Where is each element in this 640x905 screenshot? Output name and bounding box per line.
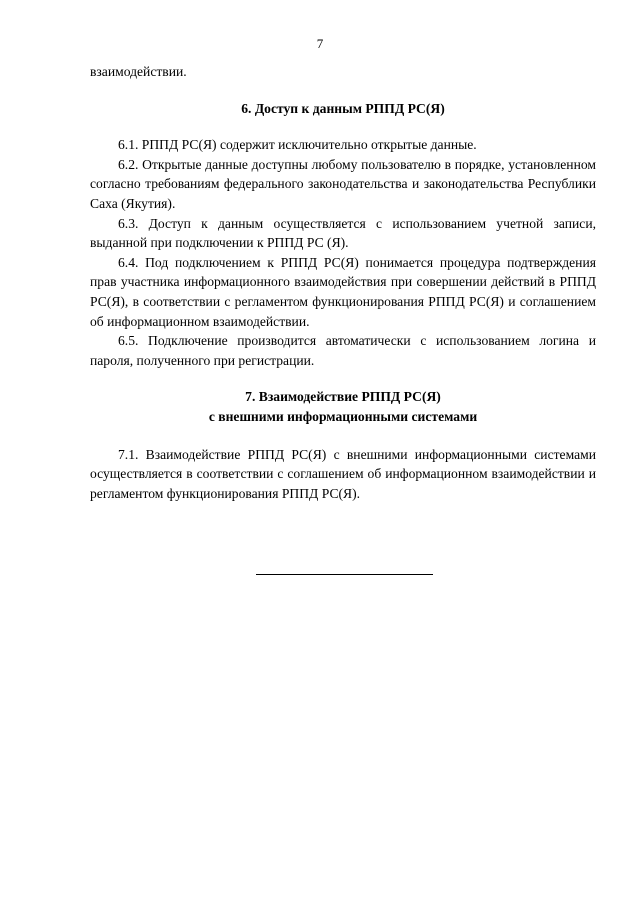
document-body [90, 62, 596, 503]
paragraph-6-2: 6.2. Открытые данные доступны любому пользователю в порядке, установленном согласно требованиям федерального законодательства и законодательства Республики Саха (Якутия). [90, 156, 596, 211]
closing-divider-line [256, 574, 433, 575]
continuation-line: взаимодействии. [90, 64, 187, 79]
paragraph-6-3: 6.3. Доступ к данным осуществляется с использованием учетной записи, выданной при подключении к РППД РС (Я). [90, 215, 596, 251]
section-7-body [90, 445, 596, 504]
section-7-heading-line-2: с внешними информационными системами [208, 408, 478, 424]
section-6-heading: 6. Доступ к данным РППД РС(Я) [241, 100, 445, 116]
page-number: 7 [316, 36, 324, 51]
section-7-heading-line-1: 7. Взаимодействие РППД РС(Я) [245, 389, 441, 405]
paragraph-6-5: 6.5. Подключение производится автоматически с использованием логина и пароля, полученного при регистрации. [90, 333, 596, 368]
section-6-body [90, 135, 596, 370]
paragraph-6-1: 6.1. РППД РС(Я) содержит исключительно открытые данные. [118, 137, 477, 153]
section-7-heading [90, 387, 596, 426]
paragraph-7-1: 7.1. Взаимодействие РППД РС(Я) с внешними информационными системами осуществляется в соответствии с соглашением об информационном взаимодействии и регламентом функционирования РППД РС(Я). [90, 446, 596, 501]
paragraph-6-4: 6.4. Под подключением к РППД РС(Я) понимается процедура подтверждения прав участника информационного взаимодействия при совершении действий в РППД РС(Я), в соответствии с регламентом функционирования РППД РС(Я) и соглашением об информационном взаимодействии. [90, 254, 596, 329]
